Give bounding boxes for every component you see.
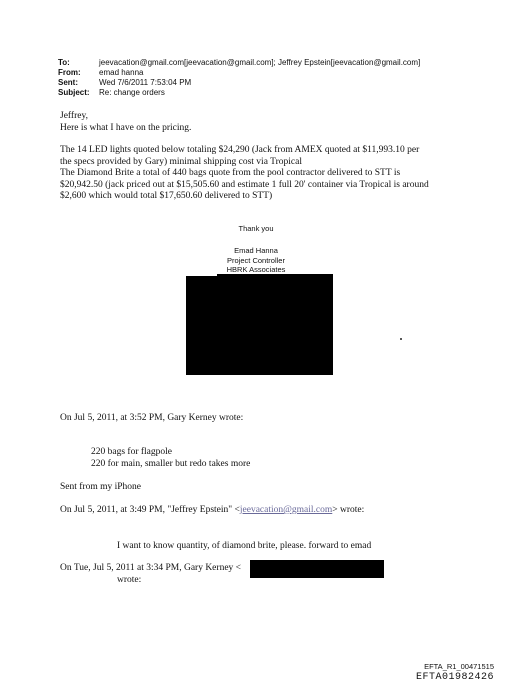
sent-row	[58, 78, 420, 88]
led-lights-line-1: The 14 LED lights quoted below totaling $24,290 (Jack from AMEX quoted at $11,993.10 per	[60, 145, 420, 155]
bags-flagpole: 220 bags for flagpole	[91, 447, 172, 457]
signature-name: Emad Hanna	[234, 246, 278, 255]
to-row	[58, 58, 420, 68]
signature-block	[186, 246, 326, 275]
message-opening	[60, 111, 460, 134]
sent-value: Wed 7/6/2011 7:53:04 PM	[99, 78, 192, 87]
subject-label: Subject:	[58, 88, 90, 97]
greeting: Jeffrey,	[60, 111, 88, 121]
signature-title: Project Controller	[227, 255, 285, 265]
gary-wrote-2-prefix: On Tue, Jul 5, 2011 at 3:34 PM, Gary Kerney <	[60, 563, 242, 573]
redaction-block	[186, 276, 333, 375]
pricing-paragraph	[60, 145, 460, 203]
intro-line: Here is what I have on the pricing.	[60, 122, 192, 133]
jeffrey-email-link[interactable]: jeevacation@gmail.com	[239, 505, 333, 515]
diamond-brite-line-3: $2,600 which would total $17,650.60 delivered to STT)	[60, 191, 273, 201]
redaction-block-top	[217, 274, 333, 278]
diamond-brite-line-2: $20,942.50 (jack priced out at $15,505.60 and estimate 1 full 20' container via Tropical is around	[60, 179, 429, 190]
bates-number-2: EFTA01982426	[415, 672, 494, 683]
jeffrey-wrote-line	[60, 505, 460, 517]
quantity-request-text: I want to know quantity, of diamond brite, please. forward to emad	[117, 541, 372, 551]
sent-label: Sent:	[58, 78, 78, 87]
from-label: From:	[58, 68, 81, 77]
bates-number-1: EFTA_R1_00471515	[424, 662, 494, 671]
signature-thanks: Thank you	[238, 224, 274, 233]
jeffrey-wrote-suffix: > wrote:	[332, 505, 365, 515]
subject-row	[58, 88, 420, 98]
thread-gary-reply-header	[60, 413, 460, 425]
thread-jeffrey-header	[60, 505, 460, 517]
subject-value: Re: change orders	[99, 88, 165, 97]
from-value: emad hanna	[99, 68, 144, 77]
jeffrey-wrote-prefix: On Jul 5, 2011, at 3:49 PM, "Jeffrey Epstein" <	[60, 505, 240, 515]
quantity-request	[117, 541, 512, 553]
from-row	[58, 68, 420, 78]
email-header	[58, 58, 420, 98]
gary-wrote-line: On Jul 5, 2011, at 3:52 PM, Gary Kerney wrote:	[60, 413, 244, 423]
diamond-brite-line-1: The Diamond Brite a total of 440 bags quote from the pool contractor delivered to STT is	[60, 168, 401, 178]
scan-speck	[400, 338, 402, 340]
gary-wrote-2-line2: wrote:	[117, 575, 142, 585]
sent-from-text: Sent from my iPhone	[60, 482, 142, 492]
gary-wrote-line-2b	[117, 575, 512, 587]
signature-company: HBRK Associates	[226, 265, 286, 274]
led-lights-line-2: the specs provided by Gary) minimal shipping cost via Tropical	[60, 156, 302, 167]
bags-main: 220 for main, smaller but redo takes more	[91, 458, 251, 469]
to-value: jeevacation@gmail.com[jeevacation@gmail.com]; Jeffrey Epstein[jeevacation@gmail.com]	[99, 58, 421, 67]
bags-breakdown	[91, 447, 491, 470]
to-label: To:	[58, 58, 70, 67]
sent-from-iphone	[60, 482, 460, 494]
